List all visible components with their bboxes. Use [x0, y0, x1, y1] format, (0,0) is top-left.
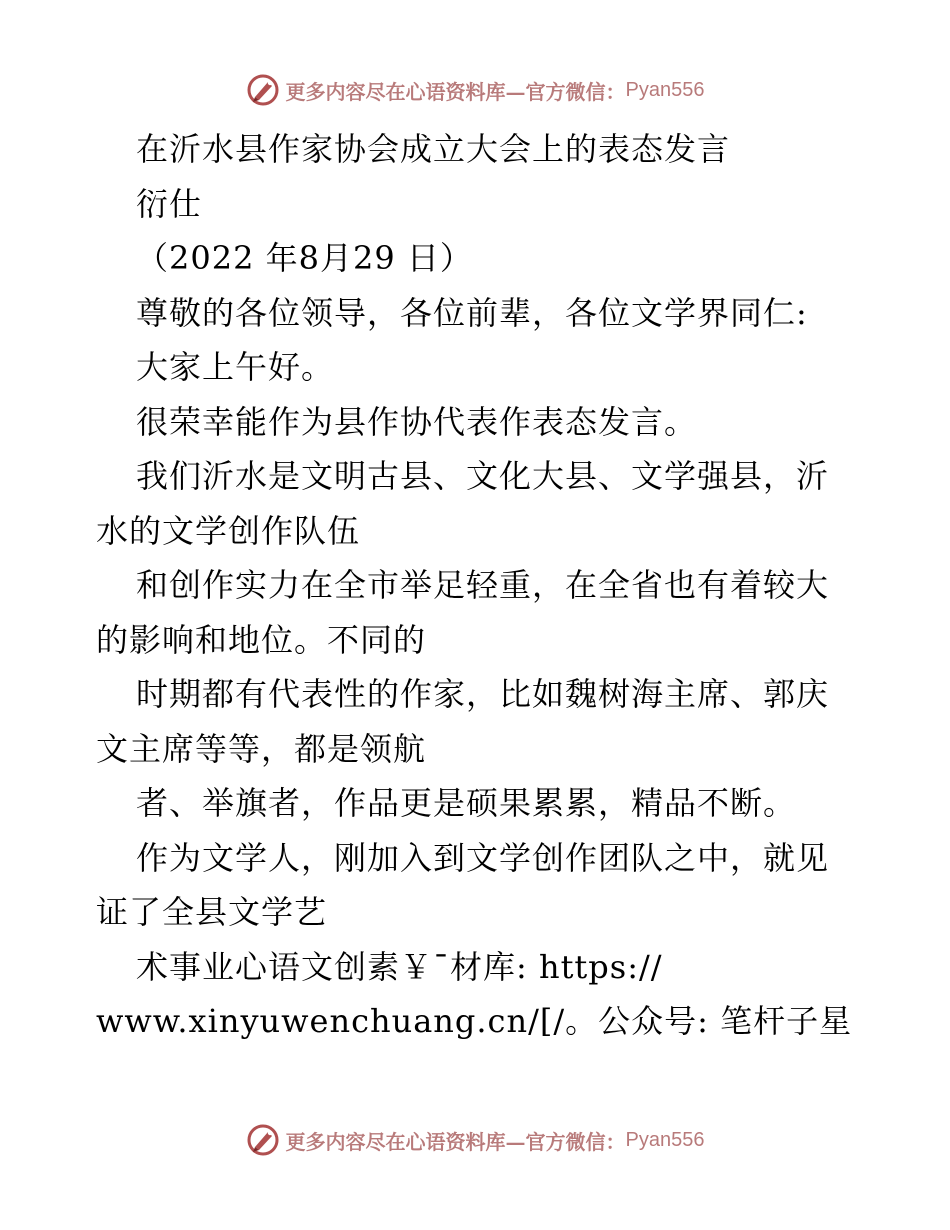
banner-text: 更多内容尽在心语资料库—官方微信：	[285, 1129, 626, 1154]
text-line: www.xinyuwenchuang.cn/[/。公众号: 笔杆子星	[96, 1002, 853, 1040]
text-line: 水的文学创作队伍	[96, 511, 361, 550]
text-line: 文主席等等，都是领航	[96, 729, 427, 768]
header-watermark-banner	[0, 70, 950, 110]
text-line: 很荣幸能作为县作协代表作表态发言。	[136, 402, 698, 441]
text-line: （2022 年8月29 日）	[136, 239, 473, 277]
text-line: 尊敬的各位领导，各位前辈，各位文学界同仁:	[136, 293, 808, 332]
text-line: 证了全县文学艺	[96, 893, 328, 931]
text-line: 的影响和地位。不同的	[96, 620, 427, 659]
text-line: 术事业心语文创素￥¯材库: https://	[136, 947, 663, 986]
brand-logo-icon	[246, 1123, 280, 1157]
footer-watermark-banner	[0, 1120, 950, 1160]
document-body	[96, 122, 856, 1049]
text-line: 作为文学人，刚加入到文学创作团队之中，就见	[136, 838, 830, 877]
brand-logo-icon	[246, 73, 280, 107]
banner-wechat-id: Pyan556	[625, 1128, 705, 1151]
text-line: 时期都有代表性的作家，比如魏树海主席、郭庆	[136, 675, 830, 713]
text-line: 大家上午好。	[136, 348, 335, 386]
text-line: 和创作实力在全市举足轻重，在全省也有着较大	[136, 566, 830, 604]
document-title: 在沂水县作家协会成立大会上的表态发言	[136, 130, 731, 168]
text-line: 我们沂水是文明古县、文化大县、文学强县，沂	[136, 457, 830, 495]
text-line: 衍仕	[136, 184, 203, 223]
banner-wechat-id: Pyan556	[625, 78, 705, 101]
text-line: 者、举旗者，作品更是硕果累累，精品不断。	[136, 784, 797, 822]
banner-text: 更多内容尽在心语资料库—官方微信：	[285, 79, 626, 104]
